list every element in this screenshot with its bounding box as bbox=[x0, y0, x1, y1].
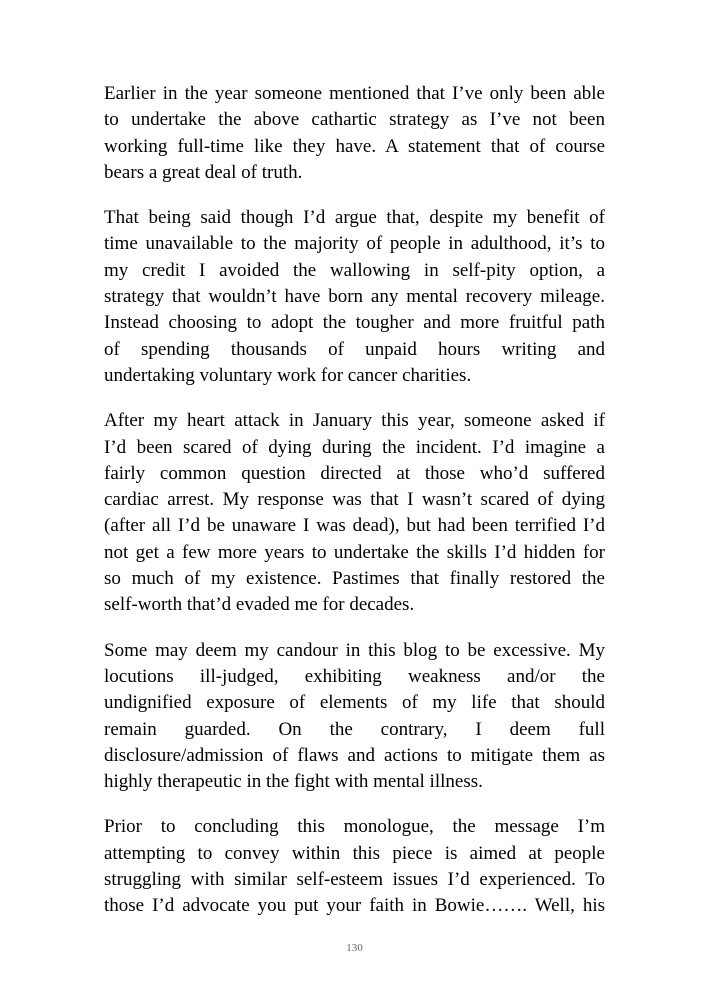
text-line: self-worth that’d evaded me for decades. bbox=[104, 594, 415, 616]
paragraph bbox=[104, 814, 605, 919]
text-line: to undertake the above cathartic strategy as I’ve not been bbox=[104, 109, 605, 131]
text-line: undertaking voluntary work for cancer charities. bbox=[104, 364, 472, 386]
text-line: disclosure/admission of flaws and actions to mitigate them as bbox=[104, 744, 605, 766]
text-line: undignified exposure of elements of my life that should bbox=[104, 692, 605, 714]
text-line: I’d been scared of dying during the incident. I’d imagine a bbox=[104, 436, 605, 458]
paragraph bbox=[104, 638, 605, 796]
document-body bbox=[104, 81, 605, 939]
text-line: remain guarded. On the contrary, I deem full bbox=[104, 718, 605, 740]
text-line: working full-time like they have. A statement that of course bbox=[104, 135, 605, 157]
text-line: highly therapeutic in the fight with mental illness. bbox=[104, 771, 483, 793]
text-line: bears a great deal of truth. bbox=[104, 161, 303, 183]
text-line: cardiac arrest. My response was that I wasn’t scared of dying bbox=[104, 489, 605, 511]
text-line: Prior to concluding this monologue, the message I’m bbox=[104, 816, 605, 838]
text-line: struggling with similar self-esteem issues I’d experienced. To bbox=[104, 869, 605, 891]
text-line: strategy that wouldn’t have born any mental recovery mileage. bbox=[104, 286, 605, 308]
text-line: so much of my existence. Pastimes that finally restored the bbox=[104, 568, 605, 590]
page-number: 130 bbox=[346, 942, 363, 954]
text-line: time unavailable to the majority of people in adulthood, it’s to bbox=[104, 233, 605, 255]
text-line: Instead choosing to adopt the tougher and more fruitful path bbox=[104, 312, 605, 334]
text-line: attempting to convey within this piece is aimed at people bbox=[104, 842, 605, 864]
text-line: After my heart attack in January this year, someone asked if bbox=[104, 410, 605, 432]
text-line: Earlier in the year someone mentioned that I’ve only been able bbox=[104, 83, 605, 104]
paragraph bbox=[104, 408, 605, 618]
text-line: locutions ill-judged, exhibiting weakness and/or the bbox=[104, 665, 605, 687]
text-line: (after all I’d be unaware I was dead), but had been terrified I’d bbox=[104, 515, 605, 537]
text-line: Some may deem my candour in this blog to be excessive. My bbox=[104, 639, 605, 661]
paragraph bbox=[104, 81, 605, 186]
text-line: those I’d advocate you put your faith in Bowie……. Well, his bbox=[104, 895, 605, 917]
text-line: of spending thousands of unpaid hours writing and bbox=[104, 338, 605, 360]
text-line: my credit I avoided the wallowing in self-pity option, a bbox=[104, 259, 605, 281]
text-line: fairly common question directed at those who’d suffered bbox=[104, 462, 605, 484]
paragraph bbox=[104, 205, 605, 389]
text-line: not get a few more years to undertake the skills I’d hidden for bbox=[104, 541, 605, 563]
text-line: That being said though I’d argue that, despite my benefit of bbox=[104, 207, 605, 229]
